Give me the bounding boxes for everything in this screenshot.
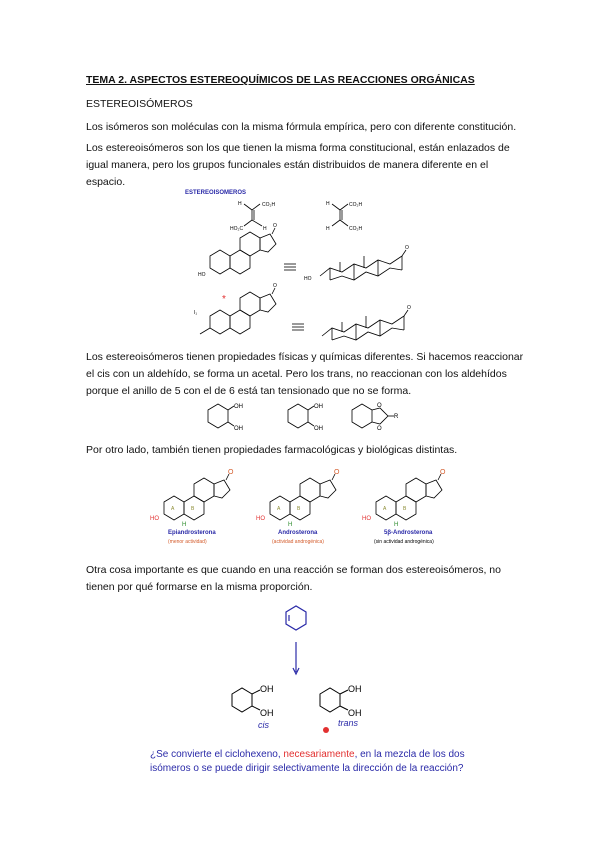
label-o: O — [273, 223, 277, 229]
label-oh: OH — [348, 708, 362, 718]
paragraph-proportion: Otra cosa importante es que cuando en una reacción se forman dos estereoisómeros, no tienen por qué formarse en la misma proporción. — [86, 564, 501, 593]
label-r: R — [394, 414, 399, 420]
compound-name: Epiandrosterona — [168, 530, 216, 536]
stereoisomers-figure — [180, 186, 440, 346]
label-h: H — [238, 201, 242, 207]
star-marker: * — [222, 294, 226, 305]
label-ho: HO — [304, 276, 312, 282]
ring-a: A — [277, 506, 281, 512]
label-o: O — [407, 305, 411, 311]
paragraph-pharmacology: Por otro lado, también tienen propiedades farmacológicas y biológicas distintas. — [86, 444, 458, 456]
label-co2h: CO₂H — [349, 202, 363, 208]
label-ho: HO — [198, 272, 206, 278]
label-o: O — [405, 245, 409, 251]
label-oh: OH — [314, 404, 323, 410]
label-ho: HO — [256, 516, 265, 522]
label-h: H — [326, 201, 330, 207]
ring-a: A — [171, 506, 175, 512]
label-oh: OH — [348, 684, 362, 694]
ring-a: A — [383, 506, 387, 512]
label-h: H — [394, 522, 399, 528]
label-oh: OH — [260, 684, 274, 694]
paragraph-isomers: Los isómeros son moléculas con la misma fórmula empírica, pero con diferente constitución. — [86, 121, 517, 133]
label-cis: cis — [258, 720, 269, 730]
label-oh: OH — [314, 426, 323, 432]
label-h: H — [263, 226, 267, 232]
compound-name: 5β-Androsterona — [384, 530, 433, 536]
question-highlight: necesariamente — [283, 749, 355, 760]
label-oh: OH — [234, 426, 243, 432]
ring-b: B — [297, 506, 301, 512]
page-title: TEMA 2. ASPECTOS ESTEREOQUÍMICOS DE LAS REACCIONES ORGÁNICAS — [86, 74, 475, 86]
paragraph-properties: Los estereoisómeros tienen propiedades físicas y químicas diferentes. Si hacemos reaccionar el cis con un aldehído, se forma un acetal. Pero los trans, no reaccionan con los aldehídos porque el anillo de 5 con el de 6 está tan tensionado que no se forma. — [86, 351, 524, 397]
label-o: O — [334, 469, 340, 476]
label-o: O — [377, 426, 382, 432]
label-o: O — [377, 403, 382, 409]
question-part-2: , en la mezcla de los dos isómeros o se puede dirigir selectivamente la dirección de la reacción? — [150, 749, 465, 774]
label-h: H — [182, 522, 187, 528]
label-i: I₁ — [194, 310, 198, 316]
question-text — [150, 748, 470, 776]
label-ho: HO — [362, 516, 371, 522]
label-oh: OH — [260, 708, 274, 718]
diols-acetal-figure — [200, 398, 400, 434]
label-o: O — [228, 469, 234, 476]
label-o: O — [273, 283, 277, 289]
androsterone-figure — [146, 468, 466, 550]
paragraph-stereoisomers: Los estereoisómeros son los que tienen la misma forma constitucional, están enlazados de igual manera, pero los grupos funcionales están distribuidos de manera diferente en el espacio. — [86, 142, 510, 188]
label-co2h: CO₂H — [262, 202, 276, 208]
label-ho: HO — [150, 516, 159, 522]
compound-note: (sin actividad androgénica) — [374, 539, 434, 545]
red-marker-icon — [323, 727, 329, 733]
ring-b: B — [191, 506, 195, 512]
label-o: O — [440, 469, 446, 476]
compound-note: (menor actividad) — [168, 539, 207, 545]
label-h: H — [288, 522, 293, 528]
label-oh: OH — [234, 404, 243, 410]
section-heading: ESTEREOISÓMEROS — [86, 98, 193, 110]
label-co2h: CO₂H — [349, 226, 363, 232]
label-h: H — [326, 226, 330, 232]
ring-b: B — [403, 506, 407, 512]
label-trans: trans — [338, 718, 359, 728]
cyclohexene-reaction-figure — [220, 598, 380, 738]
label-ho2c: HO₂C — [230, 226, 244, 232]
question-part-1: ¿Se convierte el ciclohexeno, — [150, 749, 284, 760]
compound-note: (actividad androgénica) — [272, 539, 324, 545]
compound-name: Androsterona — [278, 530, 318, 536]
figure-heading: ESTEREOISOMEROS — [185, 190, 247, 196]
